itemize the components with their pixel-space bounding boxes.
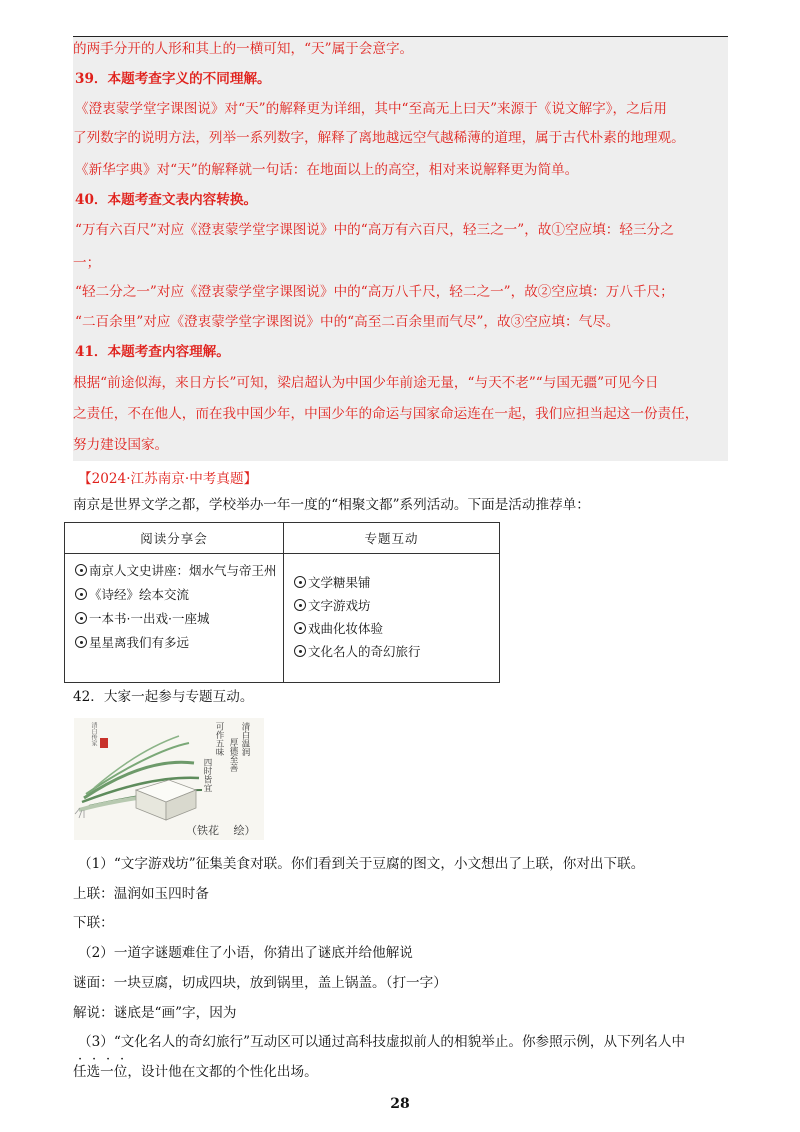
bullet-icon — [75, 564, 87, 576]
bullet-icon — [75, 612, 87, 624]
list-item: 一本书·一出戏·一座城 — [75, 610, 283, 627]
poem-col: 清白温润 — [240, 722, 250, 756]
answer-line: 《新华字典》对“天”的解释就一句话：在地面以上的高空，相对来说解释更为简单。 — [75, 162, 579, 178]
poem-col: 可作五味 — [214, 722, 224, 756]
q41-title: 41．本题考查内容理解。 — [75, 344, 230, 360]
bullet-icon — [294, 599, 306, 611]
inscription: 清白传家 — [90, 722, 97, 746]
painting-caption: （铁花 绘） — [186, 824, 256, 837]
poem-col: 四时皆宜 — [202, 758, 212, 792]
header-interactive: 专题互动 — [284, 523, 500, 554]
upper-couplet: 上联：温润如玉四时备 — [73, 886, 209, 902]
answer-line: 《澄衷蒙学堂字课图说》对“天”的解释更为详细，其中“至高无上曰天”来源于《说文解字》，之后用 — [75, 101, 667, 117]
source-tag: 【2024·江苏南京·中考真题】 — [78, 471, 258, 487]
answer-line: “轻二分之一”对应《澄衷蒙学堂字课图说》中的“高万八千尺，轻二之一”，故②空应填：万八千尺； — [75, 284, 674, 300]
interactive-column — [284, 554, 500, 683]
intro-text: 南京是世界文学之都，学校举办一年一度的“相聚文都”系列活动。下面是活动推荐单： — [73, 497, 590, 513]
poem-col: 厚德至善 — [228, 738, 238, 772]
answer-line: 一； — [73, 255, 101, 271]
sub-question-2: （2）一道字谜题难住了小语，你猜出了谜底并给他解说 — [78, 945, 413, 961]
answer-line: 根据“前途似海，来日方长”可知，梁启超认为中国少年前途无量，“与天不老”“与国无疆”可见今日 — [73, 375, 659, 391]
answer-line: 之责任，不在他人，而在我中国少年，中国少年的命运与国家命运连在一起，我们应担当起这一份责任， — [73, 406, 699, 422]
emphasis-dot: · — [78, 1052, 83, 1067]
bullet-icon — [75, 588, 87, 600]
emphasis-dot: · — [106, 1052, 111, 1067]
header-reading: 阅读分享会 — [65, 523, 284, 554]
recommendation-table — [64, 522, 500, 683]
bullet-icon — [294, 576, 306, 588]
q42-title: 42．大家一起参与专题互动。 — [73, 689, 254, 705]
sub-question-3-cont: 任选一位，设计他在文都的个性化出场。 — [73, 1064, 318, 1080]
list-item: 《诗经》绘本交流 — [75, 586, 283, 603]
list-item: 戏曲化妆体验 — [294, 620, 499, 637]
list-item: 星星离我们有多远 — [75, 634, 283, 651]
seal-icon — [100, 738, 108, 748]
answer-line: 努力建设国家。 — [73, 437, 169, 453]
page-number: 28 — [390, 1096, 410, 1112]
bullet-icon — [75, 636, 87, 648]
list-item: 文字游戏坊 — [294, 597, 499, 614]
bullet-icon — [294, 622, 306, 634]
answer-line: 了列数字的说明方法，列举一系列数字，解释了离地越远空气越稀薄的道理，属于古代朴素的地理观。 — [73, 130, 685, 146]
lower-couplet: 下联： — [73, 915, 114, 931]
q40-title: 40．本题考查文表内容转换。 — [75, 192, 258, 208]
emphasis-dot: · — [120, 1052, 125, 1067]
riddle-text: 谜面：一块豆腐，切成四块，放到锅里，盖上锅盖。（打一字） — [73, 975, 447, 991]
list-item: 南京人文史讲座：烟水气与帝王州 — [75, 562, 283, 579]
list-item: 文学糖果铺 — [294, 574, 499, 591]
emphasis-dot: · — [92, 1052, 97, 1067]
answer-line: “二百余里”对应《澄衷蒙学堂字课图说》中的“高至二百余里而气尽”，故③空应填：气尽。 — [75, 314, 620, 330]
sub-question-3: （3）“文化名人的奇幻旅行”互动区可以通过高科技虚拟前人的相貌举止。你参照示例，从下列名人中 — [78, 1034, 686, 1050]
answer-line: “万有六百尺”对应《澄衷蒙学堂字课图说》中的“高万有六百尺，轻三之一”，故①空应填：轻三分之 — [75, 222, 674, 238]
riddle-explain: 解说：谜底是“画”字，因为 — [73, 1005, 237, 1021]
list-item: 文化名人的奇幻旅行 — [294, 643, 499, 660]
sub-question-1: （1）“文字游戏坊”征集美食对联。你们看到关于豆腐的图文，小文想出了上联，你对出下联。 — [78, 856, 645, 872]
answer-line: 的两手分开的人形和其上的一横可知，“天”属于会意字。 — [73, 41, 414, 57]
bullet-icon — [294, 645, 306, 657]
reading-column — [65, 554, 284, 683]
q39-title: 39．本题考查字义的不同理解。 — [75, 71, 271, 87]
